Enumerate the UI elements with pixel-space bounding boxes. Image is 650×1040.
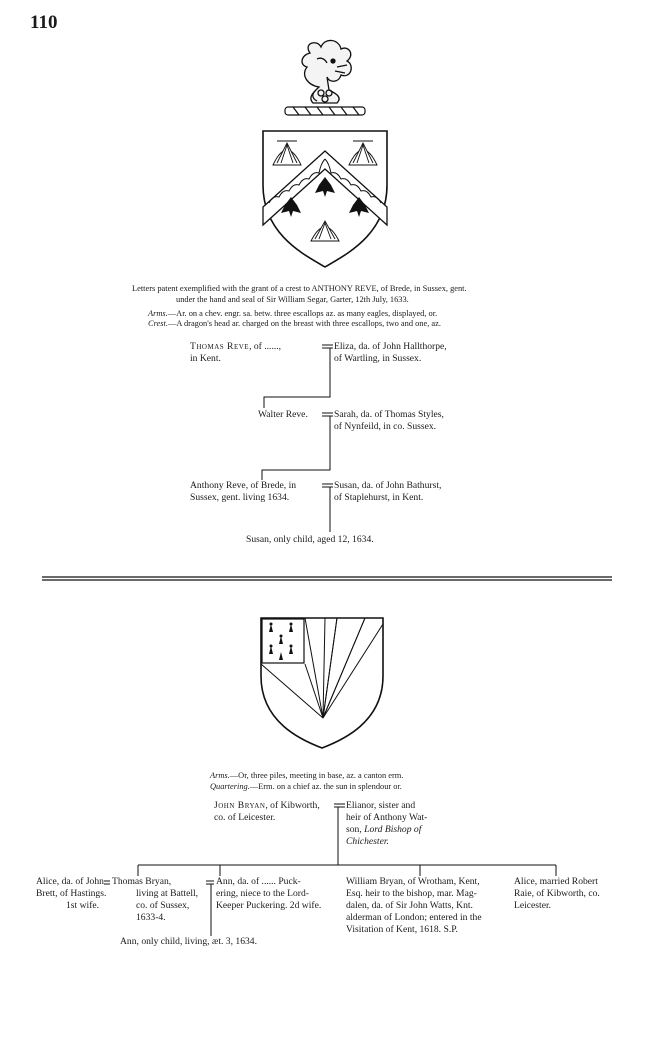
elianor-line3	[346, 824, 421, 836]
thomas-bryan-line3: co. of Sussex,	[136, 900, 190, 911]
quartering-text: —Erm. on a chief az. the sun in splendour or.	[249, 782, 402, 791]
susan-child: Susan, only child, aged 12, 1634.	[246, 534, 374, 545]
elianor-line1: Elianor, sister and	[346, 800, 416, 811]
alice1-line2: Brett, of Hastings.	[36, 888, 107, 899]
william-line5: Visitation of Kent, 1618. S.P.	[346, 924, 458, 935]
page-number: 110	[30, 12, 58, 33]
crest-text: —A dragon's head ar. charged on the breast with three escallops, two and one, az.	[167, 319, 441, 328]
walter-reve: Walter Reve.	[258, 409, 308, 420]
john-bryan-line2: co. of Leicester.	[214, 812, 276, 823]
grant-line-1: Letters patent exemplified with the grant of a crest to ANTHONY REVE, of Brede, in Sussex, gent.	[132, 284, 467, 293]
elianor-line2: heir of Anthony Wat-	[346, 812, 428, 823]
grant-line-2: under the hand and seal of Sir William Segar, Garter, 12th July, 1633.	[176, 295, 409, 304]
sarah-line2: of Nynfeild, in co. Sussex.	[334, 421, 437, 432]
thomas-reve-place: , of ......,	[249, 341, 282, 352]
quartering-label: Quartering.	[210, 782, 250, 791]
alice2-line2: Raie, of Kibworth, co.	[514, 888, 600, 899]
ermine-canton-icon	[262, 619, 304, 663]
arms-bryan	[210, 771, 403, 781]
anthony-line2: Sussex, gent. living 1634.	[190, 492, 290, 503]
william-line2: Esq. heir to the bishop, mar. Mag-	[346, 888, 477, 899]
william-line4: alderman of London; entered in the	[346, 912, 482, 923]
anthony-line1: Anthony Reve, of Brede, in	[190, 480, 297, 491]
eliza-line1: Eliza, da. of John Hallthorpe,	[334, 341, 447, 352]
ann-child: Ann, only child, living, æt. 3, 1634.	[120, 936, 257, 947]
arms-bryan-label: Arms.	[210, 771, 230, 780]
elianor-line4: Chichester.	[346, 836, 389, 847]
ann-line3: Keeper Puckering. 2d wife.	[216, 900, 322, 911]
crest-label: Crest.	[148, 319, 168, 328]
alice1-line1: Alice, da. of John	[36, 876, 104, 887]
bryan-coat-of-arms	[255, 614, 395, 754]
william-line3: dalen, da. of Sir John Watts, Knt.	[346, 900, 473, 911]
thomas-reve-line2: in Kent.	[190, 353, 221, 364]
john-bryan	[214, 800, 320, 812]
ann-line2: ering, niece to the Lord-	[216, 888, 309, 899]
thomas-reve-name: Thomas Reve	[190, 341, 250, 352]
john-bryan-name: John Bryan	[214, 800, 266, 811]
thomas-bryan-line4: 1633-4.	[136, 912, 166, 923]
arms-bryan-text: —Or, three piles, meeting in base, az. a canton erm.	[229, 771, 404, 780]
alice2-line1: Alice, married Robert	[514, 876, 598, 887]
eliza-line2: of Wartling, in Sussex.	[334, 353, 422, 364]
susan-line2: of Staplehurst, in Kent.	[334, 492, 424, 503]
elianor-son: son,	[346, 824, 362, 835]
alice2-line3: Leicester.	[514, 900, 552, 911]
quartering	[210, 782, 402, 792]
susan-line1: Susan, da. of John Bathurst,	[334, 480, 442, 491]
thomas-bryan-line2: living at Battell,	[136, 888, 199, 899]
john-bryan-place: , of Kibworth,	[265, 800, 320, 811]
elianor-bishop: Lord Bishop of	[364, 824, 422, 835]
arms-text: —Ar. on a chev. engr. sa. betw. three escallops az. as many eagles, displayed, or.	[167, 309, 438, 318]
ann-line1: Ann, da. of ...... Puck-	[216, 876, 301, 887]
thomas-bryan-line1: Thomas Bryan,	[112, 876, 172, 887]
sarah-line1: Sarah, da. of Thomas Styles,	[334, 409, 444, 420]
alice1-line3: 1st wife.	[66, 900, 100, 911]
arms-label: Arms.	[148, 309, 168, 318]
william-line1: William Bryan, of Wrotham, Kent,	[346, 876, 480, 887]
